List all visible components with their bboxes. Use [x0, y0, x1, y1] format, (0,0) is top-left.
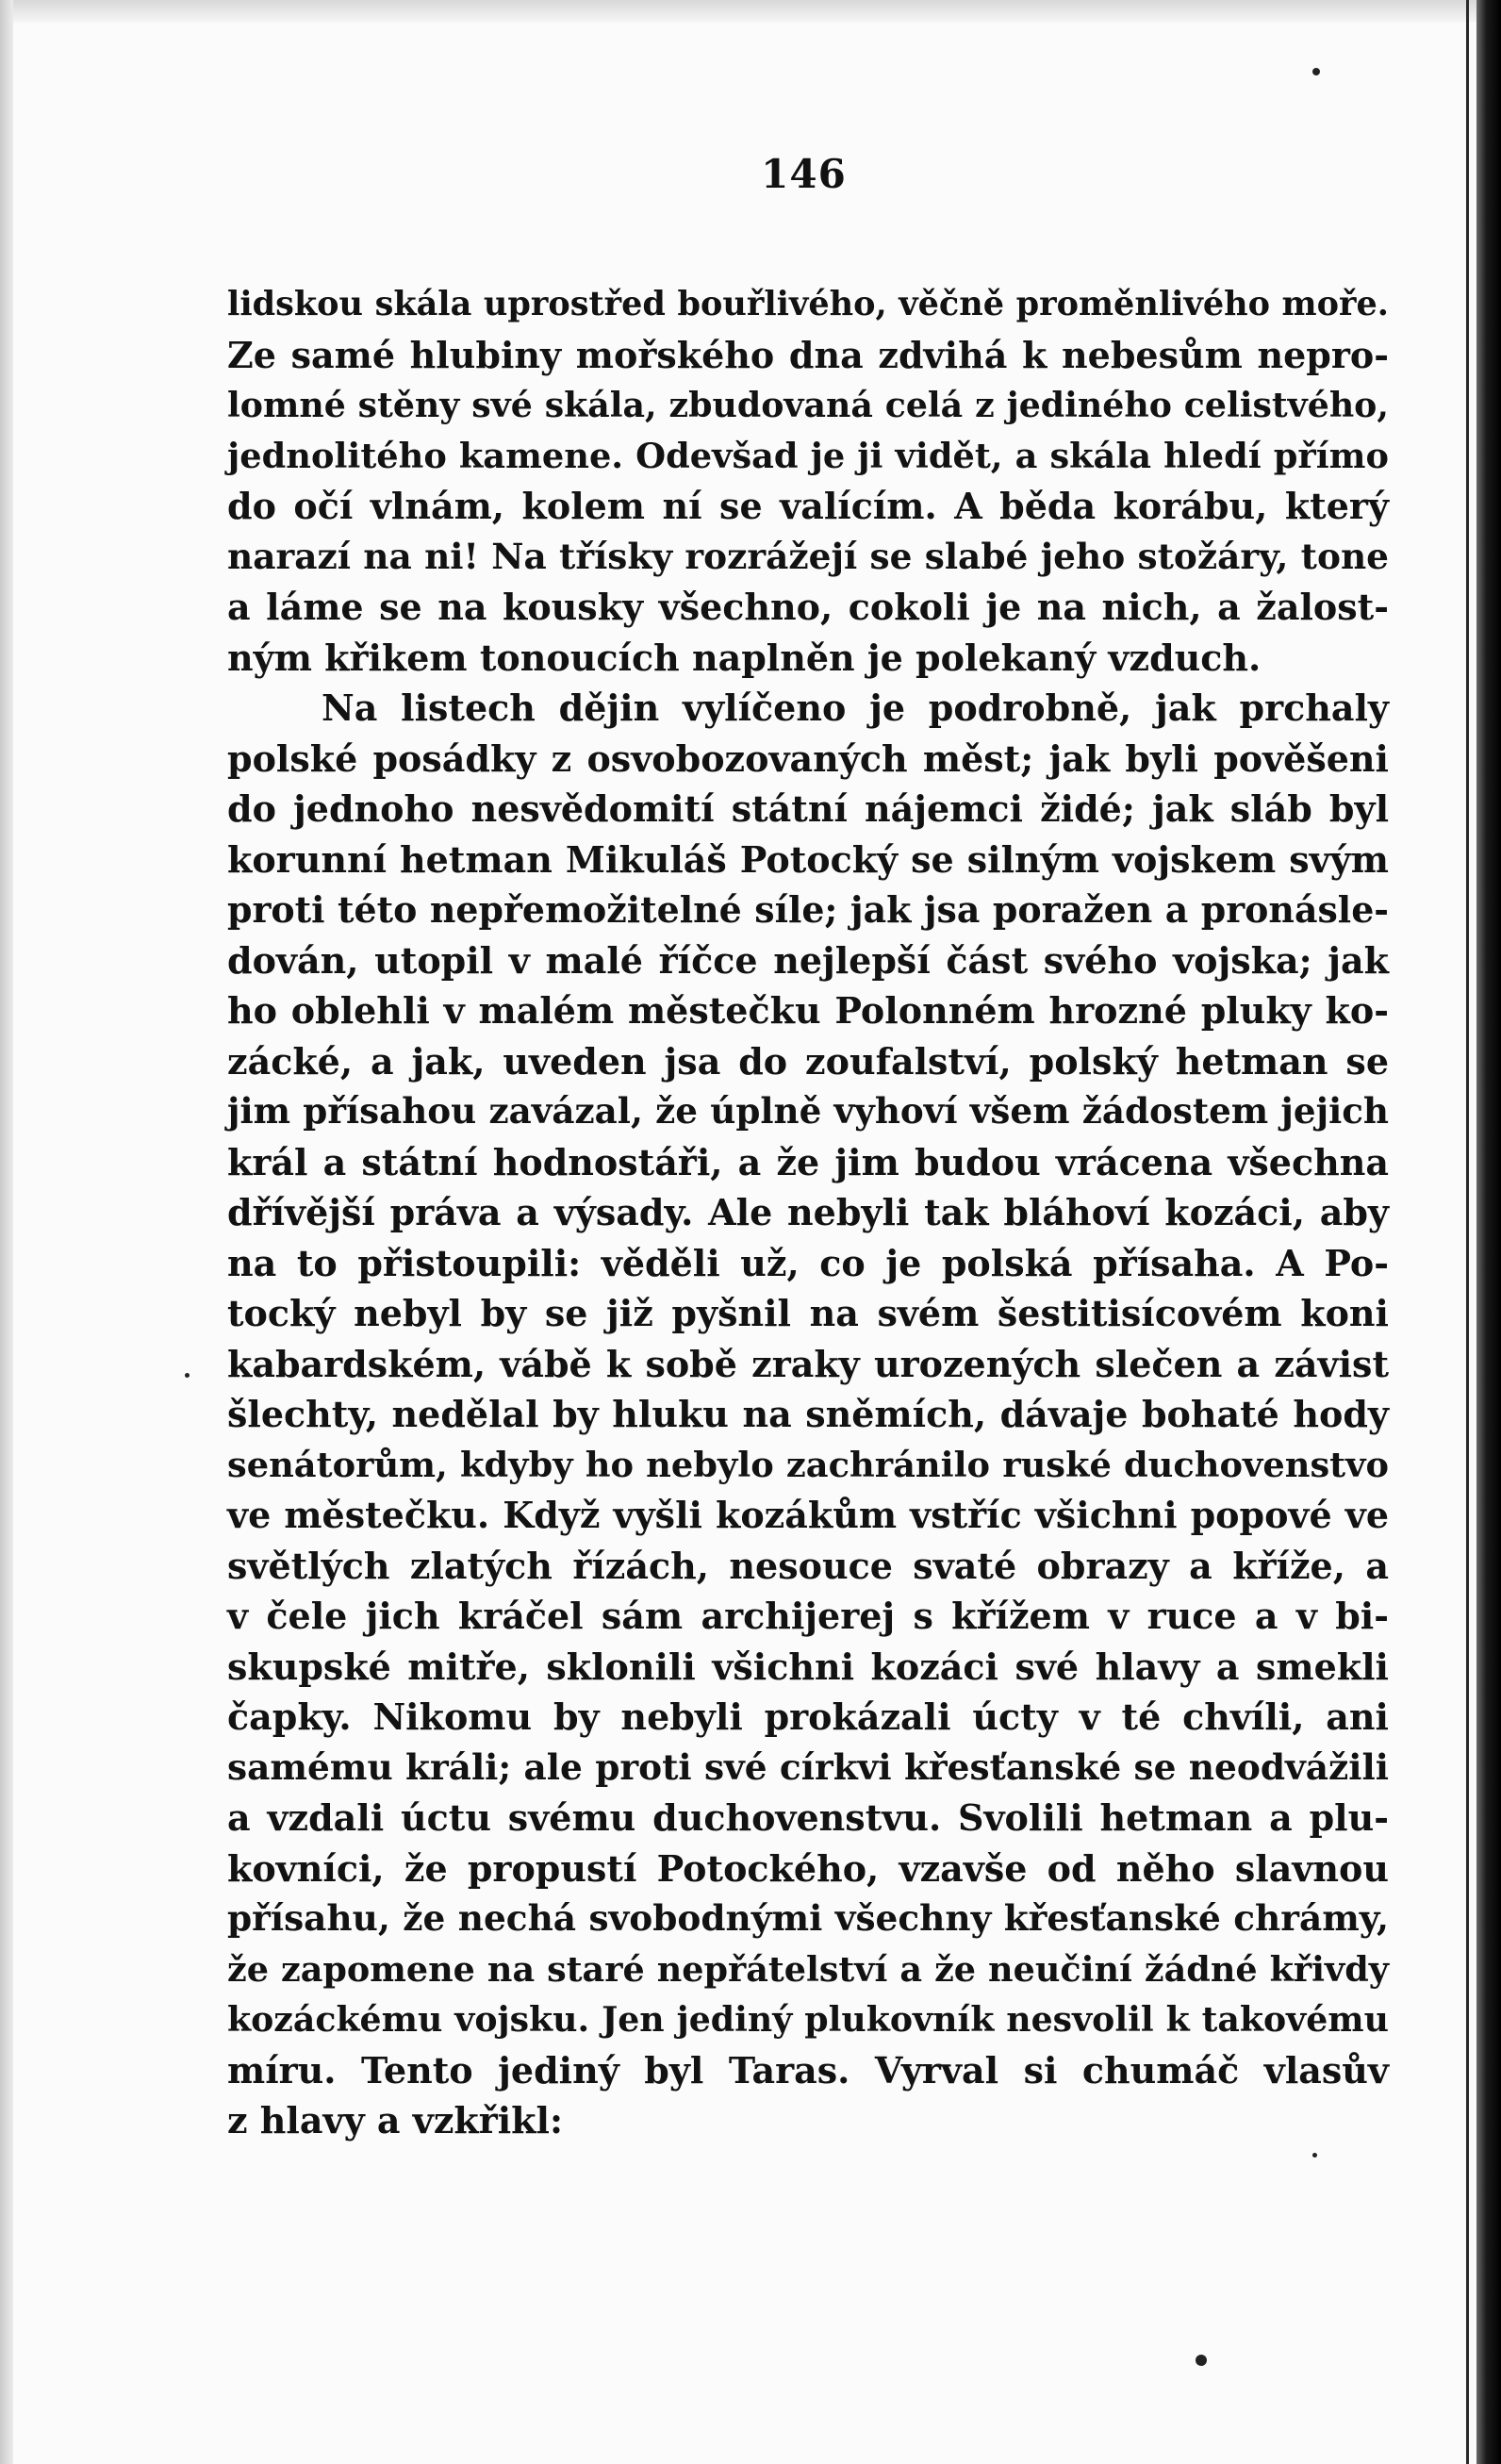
text-line: ným křikem tonoucích naplněn je polekaný vzduch.	[227, 636, 1262, 679]
text-line: Ze samé hlubiny mořského dna zdvihá k nebesům nepro-	[227, 333, 1389, 376]
text-line: ve městečku. Když vyšli kozákům vstříc všichni popové ve	[227, 1494, 1389, 1536]
top-scan-edge	[0, 0, 1501, 23]
right-scan-edge	[1476, 0, 1501, 2464]
text-line: na to přistoupili: věděli už, co je polská přísaha. A Po-	[227, 1241, 1389, 1284]
ink-speck	[185, 1373, 190, 1378]
text-line: čapky. Nikomu by nebyli prokázali úcty v té chvíli, ani	[227, 1695, 1389, 1738]
text-line: dován, utopil v malé říčce nejlepší část svého vojska; jak	[227, 938, 1389, 982]
text-line: zácké, a jak, uveden jsa do zoufalství, polský hetman se	[227, 1039, 1389, 1083]
right-binding-line	[1466, 0, 1469, 2464]
text-line: lidskou skála uprostřed bouřlivého, věčně proměnlivého moře.	[227, 285, 1389, 323]
ink-speck	[1196, 2355, 1207, 2366]
text-line: jim přísahou zavázal, že úplně vyhoví všem žádostem jejich	[227, 1090, 1389, 1132]
text-line: z hlavy a vzkřikl:	[227, 2099, 563, 2142]
ink-speck	[1312, 2153, 1317, 2158]
text-line: do jednoho nesvědomití státní nájemci židé; jak sláb byl	[227, 787, 1389, 830]
left-scan-edge	[0, 0, 13, 2464]
text-line: korunní hetman Mikuláš Potocký se silným vojskem svým	[227, 837, 1389, 881]
text-line: lomné stěny své skála, zbudovaná celá z jediného celistvého,	[227, 385, 1389, 425]
text-line: ho oblehli v malém městečku Polonném hrozné pluky ko-	[227, 989, 1389, 1032]
ink-speck	[1312, 68, 1320, 75]
text-line: a vzdali úctu svému duchovenstvu. Svolili hetman a plu-	[227, 1796, 1389, 1839]
text-line: kabardském, vábě k sobě zraky urozených slečen a závist	[227, 1342, 1389, 1385]
text-line: šlechty, nedělal by hluku na sněmích, dávaje bohaté hody	[227, 1393, 1389, 1435]
text-line: že zapomene na staré nepřátelství a že neučiní žádné křivdy	[227, 1948, 1389, 1990]
text-line: proti této nepřemožitelné síle; jak jsa poražen a pronásle-	[227, 888, 1389, 931]
text-line: jednolitého kamene. Odevšad je ji vidět, a skála hledí přímo	[227, 435, 1389, 476]
text-line: do očí vlnám, kolem ní se valícím. A běda korábu, který	[227, 485, 1389, 527]
paragraph	[227, 683, 1389, 2146]
text-line: narazí na ni! Na třísky rozrážejí se slabé jeho stožáry, tone	[227, 535, 1389, 577]
text-line: míru. Tento jediný byl Taras. Vyrval si chumáč vlasův	[227, 2048, 1389, 2092]
text-line: v čele jich kráčel sám archijerej s křížem v ruce a v bi-	[227, 1595, 1389, 1637]
text-line: polské posádky z osvobozovaných měst; jak byli pověšeni	[227, 736, 1389, 780]
text-line: a láme se na kousky všechno, cokoli je na nich, a žalost-	[227, 586, 1389, 628]
text-line: Na listech dějin vylíčeno je podrobně, jak prchaly	[322, 686, 1389, 729]
text-line: kozáckému vojsku. Jen jediný plukovník nesvolil k takovému	[227, 1999, 1389, 2040]
text-line: dřívější práva a výsady. Ale nebyli tak bláhoví kozáci, aby	[227, 1191, 1389, 1233]
text-line: skupské mitře, sklonili všichni kozáci své hlavy a smekli	[227, 1645, 1389, 1688]
text-line: král a státní hodnostáři, a že jim budou vrácena všechna	[227, 1140, 1389, 1183]
text-line: tocký nebyl by se již pyšnil na svém šestitisícovém koni	[227, 1292, 1389, 1334]
text-line: přísahu, že nechá svobodnými všechny křesťanské chrámy,	[227, 1897, 1389, 1939]
text-line: světlých zlatých řízách, nesouce svaté obrazy a kříže, a	[227, 1544, 1389, 1587]
paragraph	[227, 279, 1389, 683]
text-line: samému králi; ale proti své církvi křesťanské se neodvážili	[227, 1745, 1389, 1788]
body-text	[227, 279, 1389, 2146]
page-number: 146	[761, 151, 847, 197]
text-line: kovníci, že propustí Potockého, vzavše od něho slavnou	[227, 1846, 1389, 1890]
text-line: senátorům, kdyby ho nebylo zachránilo ruské duchovenstvo	[227, 1443, 1389, 1485]
